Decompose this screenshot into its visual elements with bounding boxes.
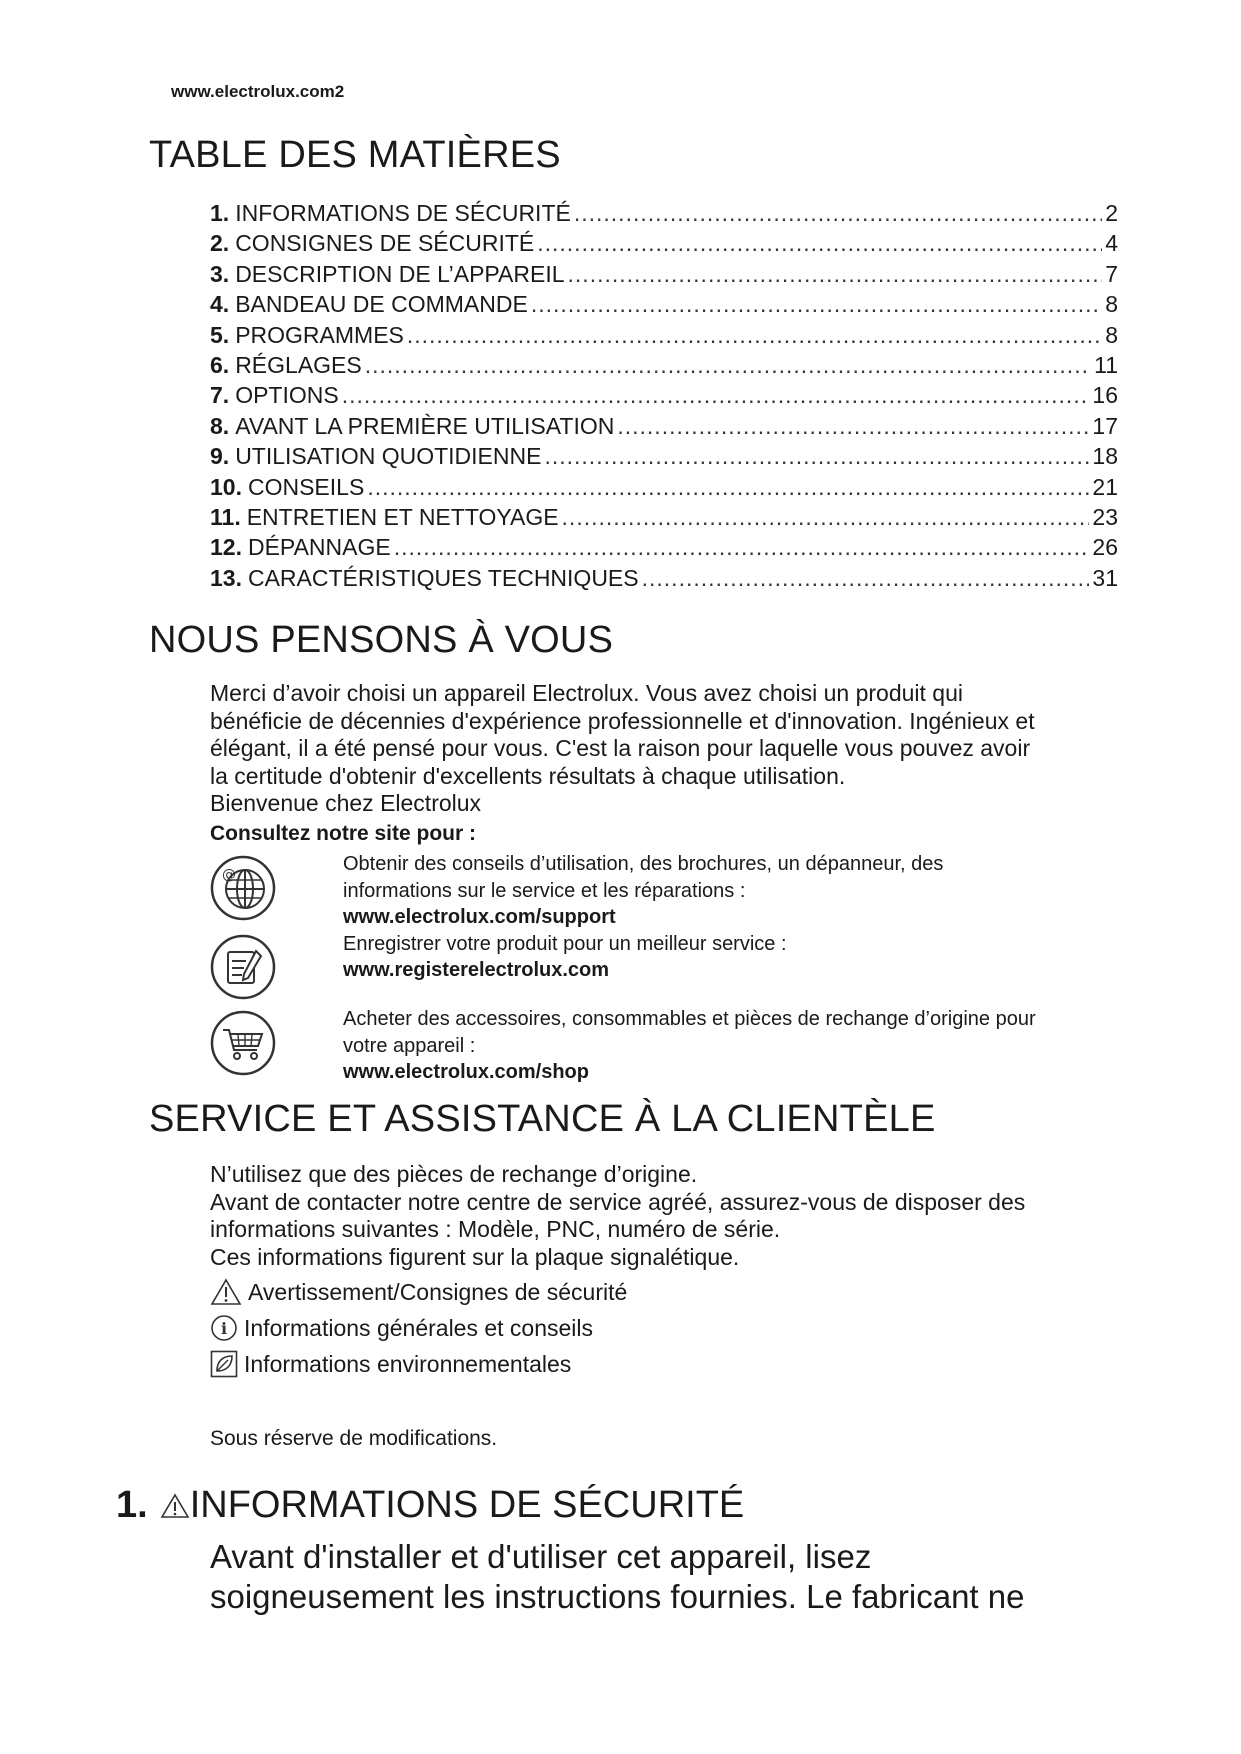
support-link[interactable]: www.electrolux.com/support bbox=[343, 906, 616, 928]
intro-line: soigneusement les instructions fournies. Le fabricant ne bbox=[210, 1578, 1025, 1615]
support-text: Obtenir des conseils d’utilisation, des brochures, un dépanneur, des bbox=[343, 853, 944, 875]
shop-text: Acheter des accessoires, consommables et pièces de rechange d’origine pour bbox=[343, 1008, 1036, 1030]
toc-leader-dots bbox=[642, 563, 1090, 593]
toc-item-page: 2 bbox=[1105, 200, 1118, 226]
toc-item[interactable] bbox=[210, 228, 1118, 258]
service-line: N’utilisez que des pièces de rechange d’origine. bbox=[210, 1161, 698, 1187]
toc-item-page: 11 bbox=[1094, 351, 1118, 378]
toc-item[interactable] bbox=[210, 380, 1118, 410]
service-line: Ces informations figurent sur la plaque signalétique. bbox=[210, 1243, 740, 1270]
thinking-line: bénéficie de décennies d'expérience professionnelle et d'innovation. Ingénieux et bbox=[210, 707, 1035, 734]
support-text: informations sur le service et les réparations : bbox=[343, 879, 746, 902]
toc-item-number: 2. bbox=[210, 230, 230, 257]
toc-item-number: 12. bbox=[210, 534, 242, 561]
toc-item-title: OPTIONS bbox=[235, 382, 339, 409]
consult-label: Consultez notre site pour : bbox=[210, 821, 477, 845]
toc-item-page: 18 bbox=[1092, 443, 1118, 470]
toc-item-page: 21 bbox=[1092, 473, 1118, 500]
table-of-contents bbox=[210, 198, 1118, 593]
toc-item[interactable] bbox=[210, 198, 1118, 228]
toc-item-page: 23 bbox=[1092, 503, 1118, 530]
warning-icon bbox=[210, 1278, 242, 1306]
toc-item-page: 4 bbox=[1105, 230, 1118, 257]
toc-item-title: CONSIGNES DE SÉCURITÉ bbox=[235, 230, 535, 257]
toc-item-title: ENTRETIEN ET NETTOYAGE bbox=[246, 503, 559, 530]
toc-item-title: AVANT LA PREMIÈRE UTILISATION bbox=[235, 412, 615, 439]
toc-item[interactable] bbox=[210, 532, 1118, 562]
toc-item-number: 9. bbox=[210, 443, 230, 470]
header-url: www.electrolux.com2 bbox=[171, 82, 345, 101]
toc-item[interactable] bbox=[210, 472, 1118, 502]
toc-item-number: 10. bbox=[210, 473, 242, 500]
toc-leader-dots bbox=[365, 350, 1091, 380]
toc-item[interactable] bbox=[210, 563, 1118, 593]
toc-item-number: 8. bbox=[210, 412, 230, 439]
service-title: SERVICE ET ASSISTANCE À LA CLIENTÈLE bbox=[149, 1098, 936, 1140]
shop-block bbox=[343, 1006, 1133, 1086]
toc-item[interactable] bbox=[210, 411, 1118, 441]
legend-label: Informations environnementales bbox=[244, 1350, 572, 1377]
toc-item-title: PROGRAMMES bbox=[235, 321, 404, 348]
toc-item-page: 8 bbox=[1105, 291, 1118, 318]
shopping-cart-icon bbox=[210, 1010, 276, 1076]
thinking-line: Merci d’avoir choisi un appareil Electrolux. Vous avez choisi un produit qui bbox=[210, 680, 964, 706]
toc-item-page: 31 bbox=[1092, 564, 1118, 591]
toc-item-number: 6. bbox=[210, 351, 230, 378]
toc-item-page: 7 bbox=[1105, 260, 1118, 287]
register-text: Enregistrer votre produit pour un meilleur service : bbox=[343, 932, 787, 955]
intro-line: Avant d'installer et d'utiliser cet appareil, lisez bbox=[210, 1538, 872, 1575]
toc-leader-dots bbox=[562, 502, 1090, 532]
info-icon bbox=[210, 1314, 238, 1342]
legend-label: Informations générales et conseils bbox=[244, 1314, 594, 1341]
thinking-line: Bienvenue chez Electrolux bbox=[210, 790, 482, 816]
toc-leader-dots bbox=[574, 198, 1102, 228]
toc-item[interactable] bbox=[210, 441, 1118, 471]
register-link[interactable]: www.registerelectrolux.com bbox=[343, 959, 610, 981]
toc-item-title: CARACTÉRISTIQUES TECHNIQUES bbox=[247, 564, 639, 591]
toc-item[interactable] bbox=[210, 289, 1118, 319]
thinking-title: NOUS PENSONS À VOUS bbox=[149, 619, 614, 661]
toc-leader-dots bbox=[531, 289, 1102, 319]
toc-item-number: 11. bbox=[210, 503, 241, 530]
toc-item-number: 5. bbox=[210, 321, 230, 348]
section-title: INFORMATIONS DE SÉCURITÉ bbox=[189, 1484, 745, 1526]
footnote: Sous réserve de modifications. bbox=[210, 1427, 498, 1450]
svg-text:i: i bbox=[220, 1319, 228, 1338]
toc-leader-dots bbox=[394, 532, 1090, 562]
toc-item-page: 8 bbox=[1105, 321, 1118, 348]
symbol-legend bbox=[210, 1274, 627, 1382]
support-block bbox=[343, 851, 1133, 984]
toc-item-number: 3. bbox=[210, 260, 230, 287]
toc-leader-dots bbox=[367, 472, 1089, 502]
toc-item-title: UTILISATION QUOTIDIENNE bbox=[235, 443, 542, 470]
service-line: informations suivantes : Modèle, PNC, numéro de série. bbox=[210, 1216, 781, 1242]
toc-item-title: DÉPANNAGE bbox=[247, 534, 391, 561]
toc-title: TABLE DES MATIÈRES bbox=[149, 134, 561, 176]
leaf-icon bbox=[210, 1350, 238, 1378]
toc-leader-dots bbox=[544, 441, 1089, 471]
toc-item-number: 4. bbox=[210, 291, 230, 318]
toc-item-number: 13. bbox=[210, 564, 242, 591]
toc-item-number: 7. bbox=[210, 382, 230, 409]
toc-item[interactable] bbox=[210, 320, 1118, 350]
section-heading bbox=[116, 1484, 744, 1527]
toc-item-title: CONSEILS bbox=[247, 473, 365, 500]
toc-leader-dots bbox=[342, 380, 1090, 410]
thinking-paragraph bbox=[210, 680, 1130, 847]
toc-item[interactable] bbox=[210, 350, 1118, 380]
toc-leader-dots bbox=[537, 228, 1102, 258]
section-number: 1. bbox=[116, 1484, 148, 1526]
register-document-icon bbox=[210, 934, 276, 1000]
toc-leader-dots bbox=[407, 320, 1102, 350]
thinking-line: élégant, il a été pensé pour vous. C'est la raison pour laquelle vous pouvez avoir bbox=[210, 735, 1031, 761]
service-line: Avant de contacter notre centre de service agréé, assurez-vous de disposer des bbox=[210, 1188, 1026, 1215]
toc-item-title: INFORMATIONS DE SÉCURITÉ bbox=[235, 200, 571, 226]
legend-item bbox=[210, 1274, 627, 1310]
toc-item[interactable] bbox=[210, 259, 1118, 289]
shop-text: votre appareil : bbox=[343, 1034, 476, 1057]
toc-item-title: RÉGLAGES bbox=[235, 351, 362, 378]
toc-item-number: 1. bbox=[210, 200, 230, 226]
warning-icon bbox=[160, 1492, 190, 1520]
section-intro bbox=[210, 1537, 1130, 1617]
legend-item bbox=[210, 1310, 627, 1346]
shop-link[interactable]: www.electrolux.com/shop bbox=[343, 1061, 589, 1083]
toc-item-title: DESCRIPTION DE L’APPAREIL bbox=[235, 260, 565, 287]
legend-item bbox=[210, 1346, 627, 1382]
toc-item-page: 26 bbox=[1092, 534, 1118, 561]
legend-label: Avertissement/Consignes de sécurité bbox=[248, 1278, 628, 1305]
toc-item[interactable] bbox=[210, 502, 1118, 532]
toc-leader-dots bbox=[568, 259, 1103, 289]
service-paragraph bbox=[210, 1161, 1130, 1271]
toc-item-page: 17 bbox=[1092, 412, 1118, 439]
svg-text:@: @ bbox=[222, 867, 236, 883]
thinking-line: la certitude d'obtenir d'excellents résultats à chaque utilisation. bbox=[210, 762, 846, 789]
toc-leader-dots bbox=[617, 411, 1089, 441]
toc-item-page: 16 bbox=[1092, 382, 1118, 409]
globe-icon bbox=[210, 855, 276, 921]
toc-item-title: BANDEAU DE COMMANDE bbox=[235, 291, 528, 318]
